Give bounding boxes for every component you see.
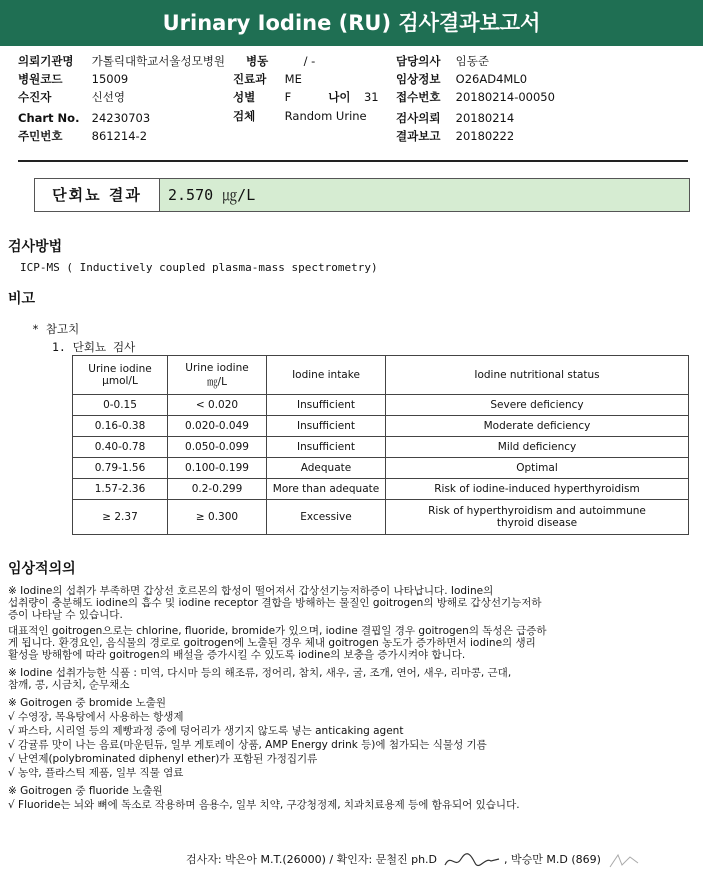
specimen-value: Random Urine — [284, 109, 367, 123]
clinical-note-line: ※ Goitrogen 중 bromide 노출원 — [8, 697, 167, 709]
table-cell: ≥ 2.37 — [73, 500, 168, 535]
clinical-info-value: O26AD4ML0 — [455, 72, 528, 86]
receipt-value: 20180214-00050 — [455, 90, 555, 104]
dept-value: ME — [284, 72, 302, 86]
clinical-note-line: 섭취량이 충분해도 iodine의 흡수 및 iodine receptor 결합을 방해하는 물질인 goitrogen의 방해로 갑상선기능저하 — [8, 597, 542, 609]
stamp-scribble-icon — [604, 849, 644, 871]
table-cell: ≥ 0.300 — [168, 500, 267, 535]
request-date-label: 검사의뢰 — [396, 111, 441, 125]
chart-no-value: 24230703 — [91, 111, 151, 125]
clinical-note-line: ※ Iodine의 섭취가 부족하면 갑상선 호르몬의 합성이 떨어져서 갑상선기능저하증이 나타납니다. Iodine의 — [8, 585, 494, 597]
signature-line — [186, 849, 644, 871]
table-row — [73, 458, 689, 479]
result-label: 단회뇨 결과 — [35, 179, 160, 211]
institution-value: 가톨릭대학교서울성모병원 — [91, 54, 225, 68]
doctor-label: 담당의사 — [396, 54, 441, 68]
institution-label: 의뢰기관명 — [18, 54, 74, 68]
resident-no-value: 861214-2 — [91, 129, 148, 143]
reference-table — [72, 355, 689, 535]
table-cell: Risk of hyperthyroidism and autoimmune thyroid disease — [386, 500, 689, 535]
clinical-note-line: 증이 나타날 수 있습니다. — [8, 609, 123, 621]
table-cell: Severe deficiency — [386, 395, 689, 416]
clinical-note-line: √ 농약, 플라스틱 제품, 일부 직물 염료 — [8, 767, 184, 779]
table-cell: Excessive — [267, 500, 386, 535]
request-date-value: 20180214 — [455, 111, 515, 125]
result-value: 2.570 ㎍/L — [160, 179, 689, 211]
clinical-note-line: √ 난연제(polybrominated diphenyl ether)가 포함된 가정집기류 — [8, 753, 318, 765]
report-date-value: 20180222 — [455, 129, 515, 143]
table-cell: Insufficient — [267, 416, 386, 437]
table-cell: < 0.020 — [168, 395, 267, 416]
table-row — [73, 437, 689, 458]
clinical-note-line: 활성을 방해함에 따라 goitrogen의 배설을 증가시킬 수 있도록 iodine의 보충을 증가시켜야 합니다. — [8, 649, 466, 661]
method-text: ICP-MS ( Inductively coupled plasma-mass spectrometry) — [20, 261, 378, 274]
table-cell: 1.57-2.36 — [73, 479, 168, 500]
clinical-note-line: ※ Iodine 섭취가능한 식품 : 미역, 다시마 등의 해조류, 정어리, 참치, 새우, 굴, 조개, 연어, 새우, 리마콩, 근대, — [8, 667, 512, 679]
sex-label: 성별 — [233, 90, 256, 104]
inspector-text: 검사자: 박은아 M.T.(26000) / 확인자: 문철진 ph.D — [186, 853, 438, 866]
method-heading: 검사방법 — [8, 239, 63, 255]
signature-scribble-icon — [441, 849, 501, 871]
col-header-umol: Urine iodine μmol/L — [73, 356, 168, 395]
clinical-note-line: √ 파스타, 시리얼 등의 제빵과정 중에 덩어리가 생기지 않도록 넣는 anticaking agent — [8, 725, 404, 737]
receipt-label: 접수번호 — [396, 90, 441, 104]
table-cell: Insufficient — [267, 395, 386, 416]
table-header-row — [73, 356, 689, 395]
clinical-note-line: 대표적인 goitrogen으로는 chlorine, fluoride, bromide가 있으며, iodine 결핍일 경우 goitrogen의 독성은 급증하 — [8, 625, 547, 637]
table-cell: Mild deficiency — [386, 437, 689, 458]
dept-label: 진료과 — [233, 72, 267, 86]
clinical-note-line: ※ Goitrogen 중 fluoride 노출원 — [8, 785, 163, 797]
table-cell: 0-0.15 — [73, 395, 168, 416]
age-value: 31 — [363, 90, 379, 104]
table-cell: Moderate deficiency — [386, 416, 689, 437]
hospital-code-label: 병원코드 — [18, 72, 63, 86]
table-row — [73, 479, 689, 500]
report-title: Urinary Iodine (RU) 검사결과보고서 — [0, 0, 703, 46]
table-row — [73, 395, 689, 416]
clinical-note-line: 게 됩니다. 환경요인, 음식물의 경로로 goitrogen에 노출된 경우 체내 goitrogen 농도가 증가하면서 iodine의 생리 — [8, 637, 536, 649]
table-cell: Risk of iodine-induced hyperthyroidism — [386, 479, 689, 500]
table-cell: 0.050-0.099 — [168, 437, 267, 458]
clinical-note-line: √ 감귤류 맛이 나는 음료(마운틴듀, 일부 게토레이 상품, AMP Energy drink 등)에 첨가되는 식물성 기름 — [8, 739, 487, 751]
ward-value: / - — [303, 54, 316, 68]
clinical-note-line: √ 수영장, 목욕탕에서 사용하는 항생제 — [8, 711, 184, 723]
remarks-heading: 비고 — [8, 291, 36, 307]
chart-no-label: Chart No. — [18, 111, 80, 125]
col-header-intake: Iodine intake — [267, 356, 386, 395]
clinical-heading: 임상적의의 — [8, 561, 76, 577]
doctor-value: 임동준 — [455, 54, 489, 68]
table-cell: 0.16-0.38 — [73, 416, 168, 437]
hospital-code-value: 15009 — [91, 72, 129, 86]
table-cell: 0.100-0.199 — [168, 458, 267, 479]
header-divider — [18, 160, 688, 162]
table-cell: Adequate — [267, 458, 386, 479]
table-cell: 0.79-1.56 — [73, 458, 168, 479]
table-row — [73, 500, 689, 535]
table-row — [73, 416, 689, 437]
col-header-mg: Urine iodine ㎎/L — [168, 356, 267, 395]
specimen-label: 검체 — [233, 109, 256, 123]
examinee-value: 신선영 — [91, 90, 125, 104]
table-cell: Optimal — [386, 458, 689, 479]
table-cell: 0.020-0.049 — [168, 416, 267, 437]
table-cell: 0.2-0.299 — [168, 479, 267, 500]
report-date-label: 결과보고 — [396, 129, 441, 143]
ward-label: 병동 — [246, 54, 269, 68]
clinical-note-line: √ Fluoride는 뇌와 뼈에 독소로 작용하며 음용수, 일부 치약, 구강청정제, 치과치료용제 등에 함유되어 있습니다. — [8, 799, 520, 811]
single-urine-title: 1. 단회뇨 검사 — [52, 340, 136, 354]
clinical-note-line: 참깨, 콩, 시금치, 순무채소 — [8, 679, 130, 691]
age-label: 나이 — [328, 90, 351, 104]
approver-text: , 박승만 M.D (869) — [504, 853, 601, 866]
result-box — [34, 178, 690, 212]
table-cell: Insufficient — [267, 437, 386, 458]
col-header-status: Iodine nutritional status — [386, 356, 689, 395]
sex-value: F — [284, 90, 292, 104]
resident-no-label: 주민번호 — [18, 129, 63, 143]
table-cell: 0.40-0.78 — [73, 437, 168, 458]
examinee-label: 수진자 — [18, 90, 52, 104]
clinical-info-label: 임상정보 — [396, 72, 441, 86]
table-cell: More than adequate — [267, 479, 386, 500]
reference-title: * 참고치 — [32, 322, 80, 336]
